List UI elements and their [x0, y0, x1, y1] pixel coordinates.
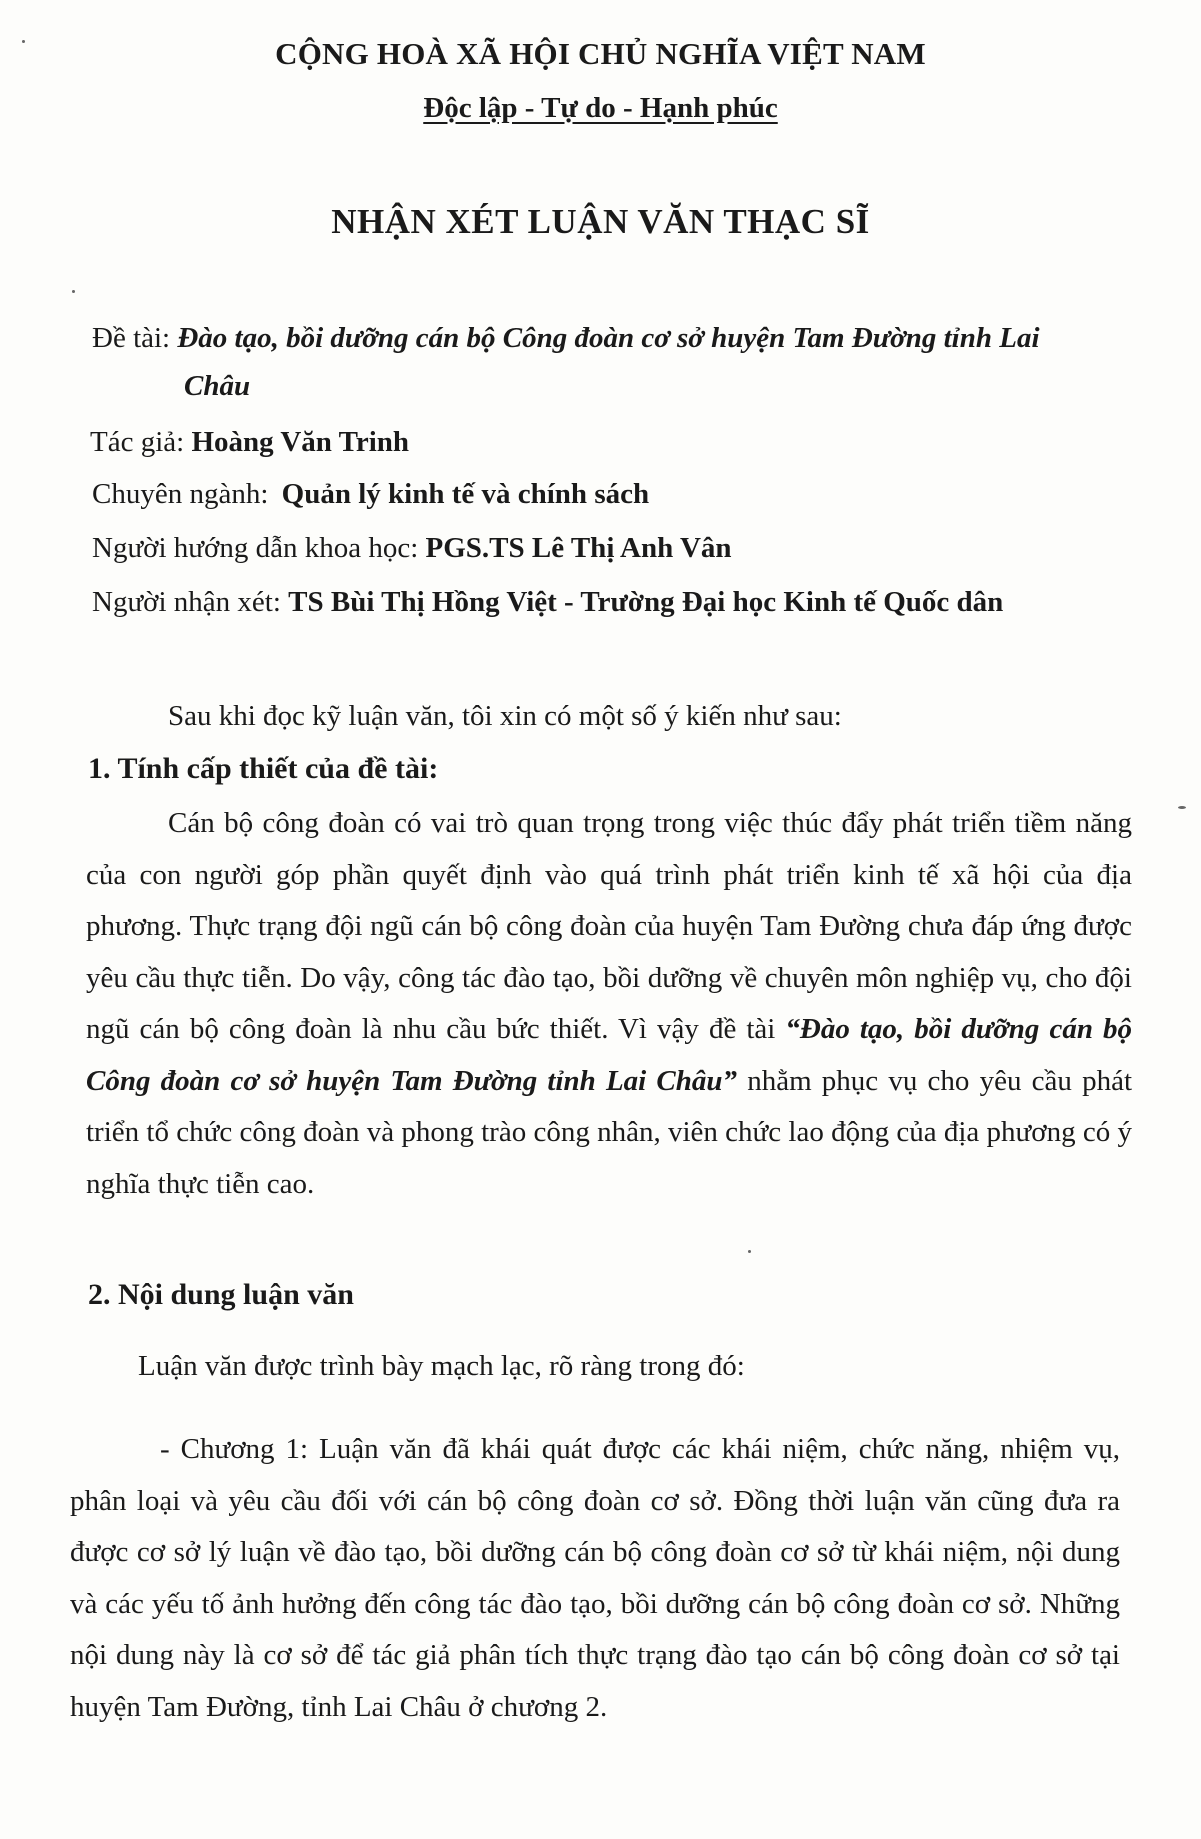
supervisor-value: PGS.TS Lê Thị Anh Vân	[425, 532, 732, 564]
topic-value-continued: Châu	[184, 370, 251, 402]
motto-header: Độc lập - Tự do - Hạnh phúc	[423, 92, 778, 124]
section1-quoted-title: “Đào tạo, bồi dưỡng cán bộ Công đoàn cơ sở huyện Tam Đường tỉnh Lai Châu”	[86, 1013, 1132, 1097]
document-title: NHẬN XÉT LUẬN VĂN THẠC SĨ	[331, 202, 870, 241]
reviewer-line	[92, 586, 1003, 619]
reviewer-label: Người nhận xét:	[92, 586, 281, 618]
scan-speck	[748, 1250, 751, 1253]
scan-speck	[1178, 806, 1186, 809]
intro-sentence: Sau khi đọc kỹ luận văn, tôi xin có một số ý kiến như sau:	[168, 700, 842, 732]
major-value: Quản lý kinh tế và chính sách	[281, 478, 650, 510]
section2-intro: Luận văn được trình bày mạch lạc, rõ ràng trong đó:	[138, 1350, 745, 1382]
section1-paragraph	[86, 798, 1132, 1210]
chapter1-paragraph: - Chương 1: Luận văn đã khái quát được các khái niệm, chức năng, nhiệm vụ, phân loại và yêu cầu đối với cán bộ công đoàn cơ sở. Đồng thời luận văn cũng đưa ra được cơ sở lý luận về đào tạo, bồi dưỡng cán bộ công đoàn cơ sở từ khái niệm, nội dung và các yếu tố ảnh hưởng đến công tác đào tạo, bồi dưỡng cán bộ công đoàn cơ sở. Những nội dung này là cơ sở để tác giả phân tích thực trạng đào tạo cán bộ công đoàn cơ sở tại huyện Tam Đường, tỉnh Lai Châu ở chương 2.	[70, 1433, 1120, 1723]
section2-heading: 2. Nội dung luận văn	[88, 1278, 354, 1311]
section1-text-before: Cán bộ công đoàn có vai trò quan trọng trong việc thúc đẩy phát triển tiềm năng của con người góp phần quyết định vào quá trình phát triển kinh tế xã hội của địa phương. Thực trạng đội ngũ cán bộ công đoàn của huyện Tam Đường chưa đáp ứng được yêu cầu thực tiễn. Do vậy, công tác đào tạo, bồi dưỡng về chuyên môn nghiệp vụ, cho đội ngũ cán bộ công đoàn là nhu cầu bức thiết. Vì vậy đề tài	[86, 807, 1132, 1045]
section1-heading: 1. Tính cấp thiết của đề tài:	[88, 752, 439, 785]
major-line	[92, 478, 649, 511]
supervisor-label: Người hướng dẫn khoa học:	[92, 532, 419, 564]
topic-label: Đề tài:	[92, 322, 171, 354]
topic-line	[92, 322, 1040, 355]
reviewer-value: TS Bùi Thị Hồng Việt - Trường Đại học Kinh tế Quốc dân	[288, 586, 1004, 618]
scan-speck	[72, 290, 75, 293]
author-line	[90, 426, 409, 459]
author-label: Tác giả:	[90, 426, 185, 458]
major-label: Chuyên ngành:	[92, 478, 269, 510]
supervisor-line	[92, 532, 732, 565]
topic-value: Đào tạo, bồi dưỡng cán bộ Công đoàn cơ sở huyện Tam Đường tỉnh Lai	[177, 322, 1040, 354]
scan-speck	[22, 40, 25, 43]
section1-text-after: nhằm phục vụ cho yêu cầu phát triển tổ chức công đoàn và phong trào công nhân, viên chức lao động của địa phương có ý nghĩa thực tiễn cao.	[86, 1064, 1133, 1200]
author-value: Hoàng Văn Trinh	[191, 426, 410, 458]
country-header: CỘNG HOÀ XÃ HỘI CHỦ NGHĨA VIỆT NAM	[275, 36, 926, 71]
